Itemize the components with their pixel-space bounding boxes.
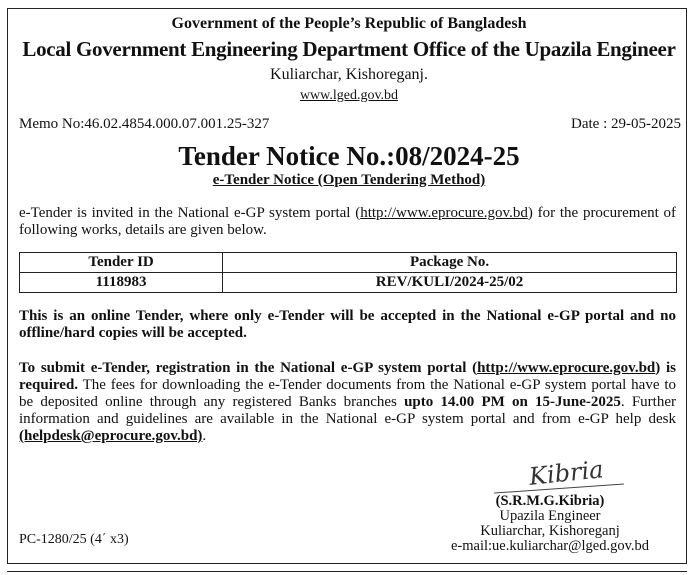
submission-deadline: upto 14.00 PM on 15-June-2025 <box>404 394 621 410</box>
table-row <box>20 273 677 293</box>
intro-text-pre: e-Tender is invited in the National e-GP system portal ( <box>19 205 361 221</box>
intro-paragraph <box>19 205 676 239</box>
intro-text-post: ) for the procurement of following works, details are given below. <box>19 205 676 238</box>
memo-number: Memo No:46.02.4854.000.07.001.25-327 <box>19 116 270 132</box>
eprocure-link-2[interactable]: http://www.eprocure.gov.bd <box>477 360 656 376</box>
submission-bold-1: To submit e-Tender, registration in the National e-GP system portal ( <box>19 360 478 376</box>
cell-tender-id: 1118983 <box>20 273 223 293</box>
handwritten-signature: Kibria <box>527 455 605 491</box>
office-address: Kuliarchar, Kishoreganj. <box>270 66 428 83</box>
website-link[interactable]: www.lged.gov.bd <box>299 88 399 103</box>
government-heading: Government of the People’s Republic of Bangladesh <box>171 15 527 32</box>
helpdesk-email-link[interactable]: (helpdesk@eprocure.gov.bd) <box>19 428 203 444</box>
submission-text-2: . Further information and guidelines are available in the National e-GP system portal and from e-GP help desk <box>19 394 676 427</box>
header-package-no: Package No. <box>223 253 677 273</box>
notice-title: Tender Notice No.:08/2024-25 <box>178 141 520 171</box>
bottom-divider <box>7 571 687 572</box>
signatory-address: Kuliarchar, Kishoreganj <box>480 523 620 539</box>
pc-reference: PC-1280/25 (4΄ x3) <box>19 532 129 547</box>
notice-subtitle: e-Tender Notice (Open Tendering Method) <box>212 172 486 188</box>
cell-package-no: REV/KULI/2024-25/02 <box>223 273 677 293</box>
submission-paragraph <box>19 360 676 445</box>
eprocure-link[interactable]: http://www.eprocure.gov.bd <box>360 205 528 221</box>
signatory-name: (S.R.M.G.Kibria) <box>495 493 605 509</box>
table-header-row <box>20 253 677 273</box>
tender-table <box>19 252 677 293</box>
notice-date: Date : 29-05-2025 <box>571 116 681 132</box>
header-tender-id: Tender ID <box>20 253 223 273</box>
office-heading: Local Government Engineering Department Office of the Upazila Engineer <box>22 37 676 61</box>
signatory-designation: Upazila Engineer <box>499 508 601 524</box>
submission-end: . <box>202 428 207 444</box>
signatory-email: e-mail:ue.kuliarchar@lged.gov.bd <box>450 538 650 554</box>
submission-bold-2: ) is required. <box>19 360 676 393</box>
submission-text-1: The fees for downloading the e-Tender documents from the National e-GP system portal have to be deposited online through any registered Banks branches <box>19 377 676 410</box>
online-notice: This is an online Tender, where only e-Tender will be accepted in the National e-GP portal and no offline/hard copies will be accepted. <box>19 308 676 341</box>
